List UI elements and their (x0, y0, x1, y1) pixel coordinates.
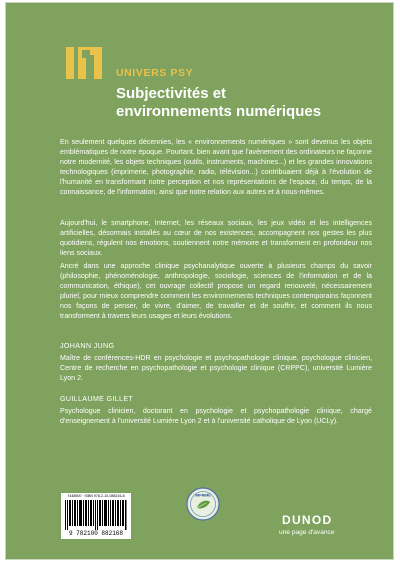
title-line-2: environnements numériques (116, 103, 322, 120)
author-name-2: GUILLAUME GILLET (60, 394, 134, 403)
description-paragraph-3: Ancré dans une approche clinique psychanalytique ouverte à plusieurs champs du savoir (philosophie, phénoménologie, anthropologie, sociologie, sciences de l'information et de la communication, éthique), cet ouvrage collectif propose un regard renouvelé, nécessairement pluriel, pour mieux comprendre comment les environnements techniques contemporains façonnent nos façons de penser, de vivre, d'aimer, de travailler et de souffrir, et comment ils nous transforment à travers leurs usages et leurs évolutions. (60, 262, 372, 321)
barcode (61, 493, 131, 539)
seal-label: IMPRIMÉ (195, 493, 211, 498)
imprim-vert-seal-icon (186, 487, 220, 521)
author-bio-1: Maître de conférences-HDR en psychologie et psychopathologie clinique, psychologue clinicien, Centre de recherche en psychopathologie et psychologie clinique (CRPPC), université Lumière Lyon 2. (60, 354, 372, 383)
publisher-logo: DUNOD (282, 513, 333, 527)
description-paragraph-2: Aujourd'hui, le smartphone, Internet, les réseaux sociaux, les jeux vidéo et les intelligences artificielles, désormais installés au cœur de nos existences, accompagnent nos gestes les plus quotidiens, régulent nos émotions, soutiennent notre mémoire et transforment en profondeur nos liens sociaux. (60, 219, 372, 258)
book-title (116, 85, 366, 121)
isbn-digits: 9 782100 882168 (68, 530, 123, 537)
isbn-line: 7448500 · ISBN 978-2-10-088216-8 (67, 494, 125, 498)
author-bio-2: Psychologue clinicien, doctorant en psychologie et psychopathologie clinique, chargé d'enseignement à l'université Lumière Lyon 2 et à l'université catholique de Lyon (UCLy). (60, 407, 372, 426)
book-back-cover (5, 2, 394, 560)
publisher-tagline: une page d'avance (279, 529, 335, 536)
author-name-1: JOHANN JUNG (60, 341, 115, 350)
barcode-bars (65, 500, 127, 530)
series-name: UNIVERS PSY (116, 67, 194, 79)
univers-psy-logo-icon (64, 45, 106, 81)
description-paragraph-1: En seulement quelques décennies, les « environnements numériques » sont devenus les objets emblématiques de notre époque. Pourtant, bien avant que l'avènement des ordinateurs ne façonne notre modernité, les objets techniques (outils, instruments, machines...) et les grandes innovations technologiques (imprimerie, photographie, radio, télévision...) contribuaient déjà à l'évolution de l'humanité en transformant notre perception et nos représentations de l'espace, du temps, de la connaissance, de l'information, ainsi que notre relation aux autres et à nous-mêmes. (60, 138, 372, 197)
title-line-1: Subjectivités et (116, 85, 227, 102)
